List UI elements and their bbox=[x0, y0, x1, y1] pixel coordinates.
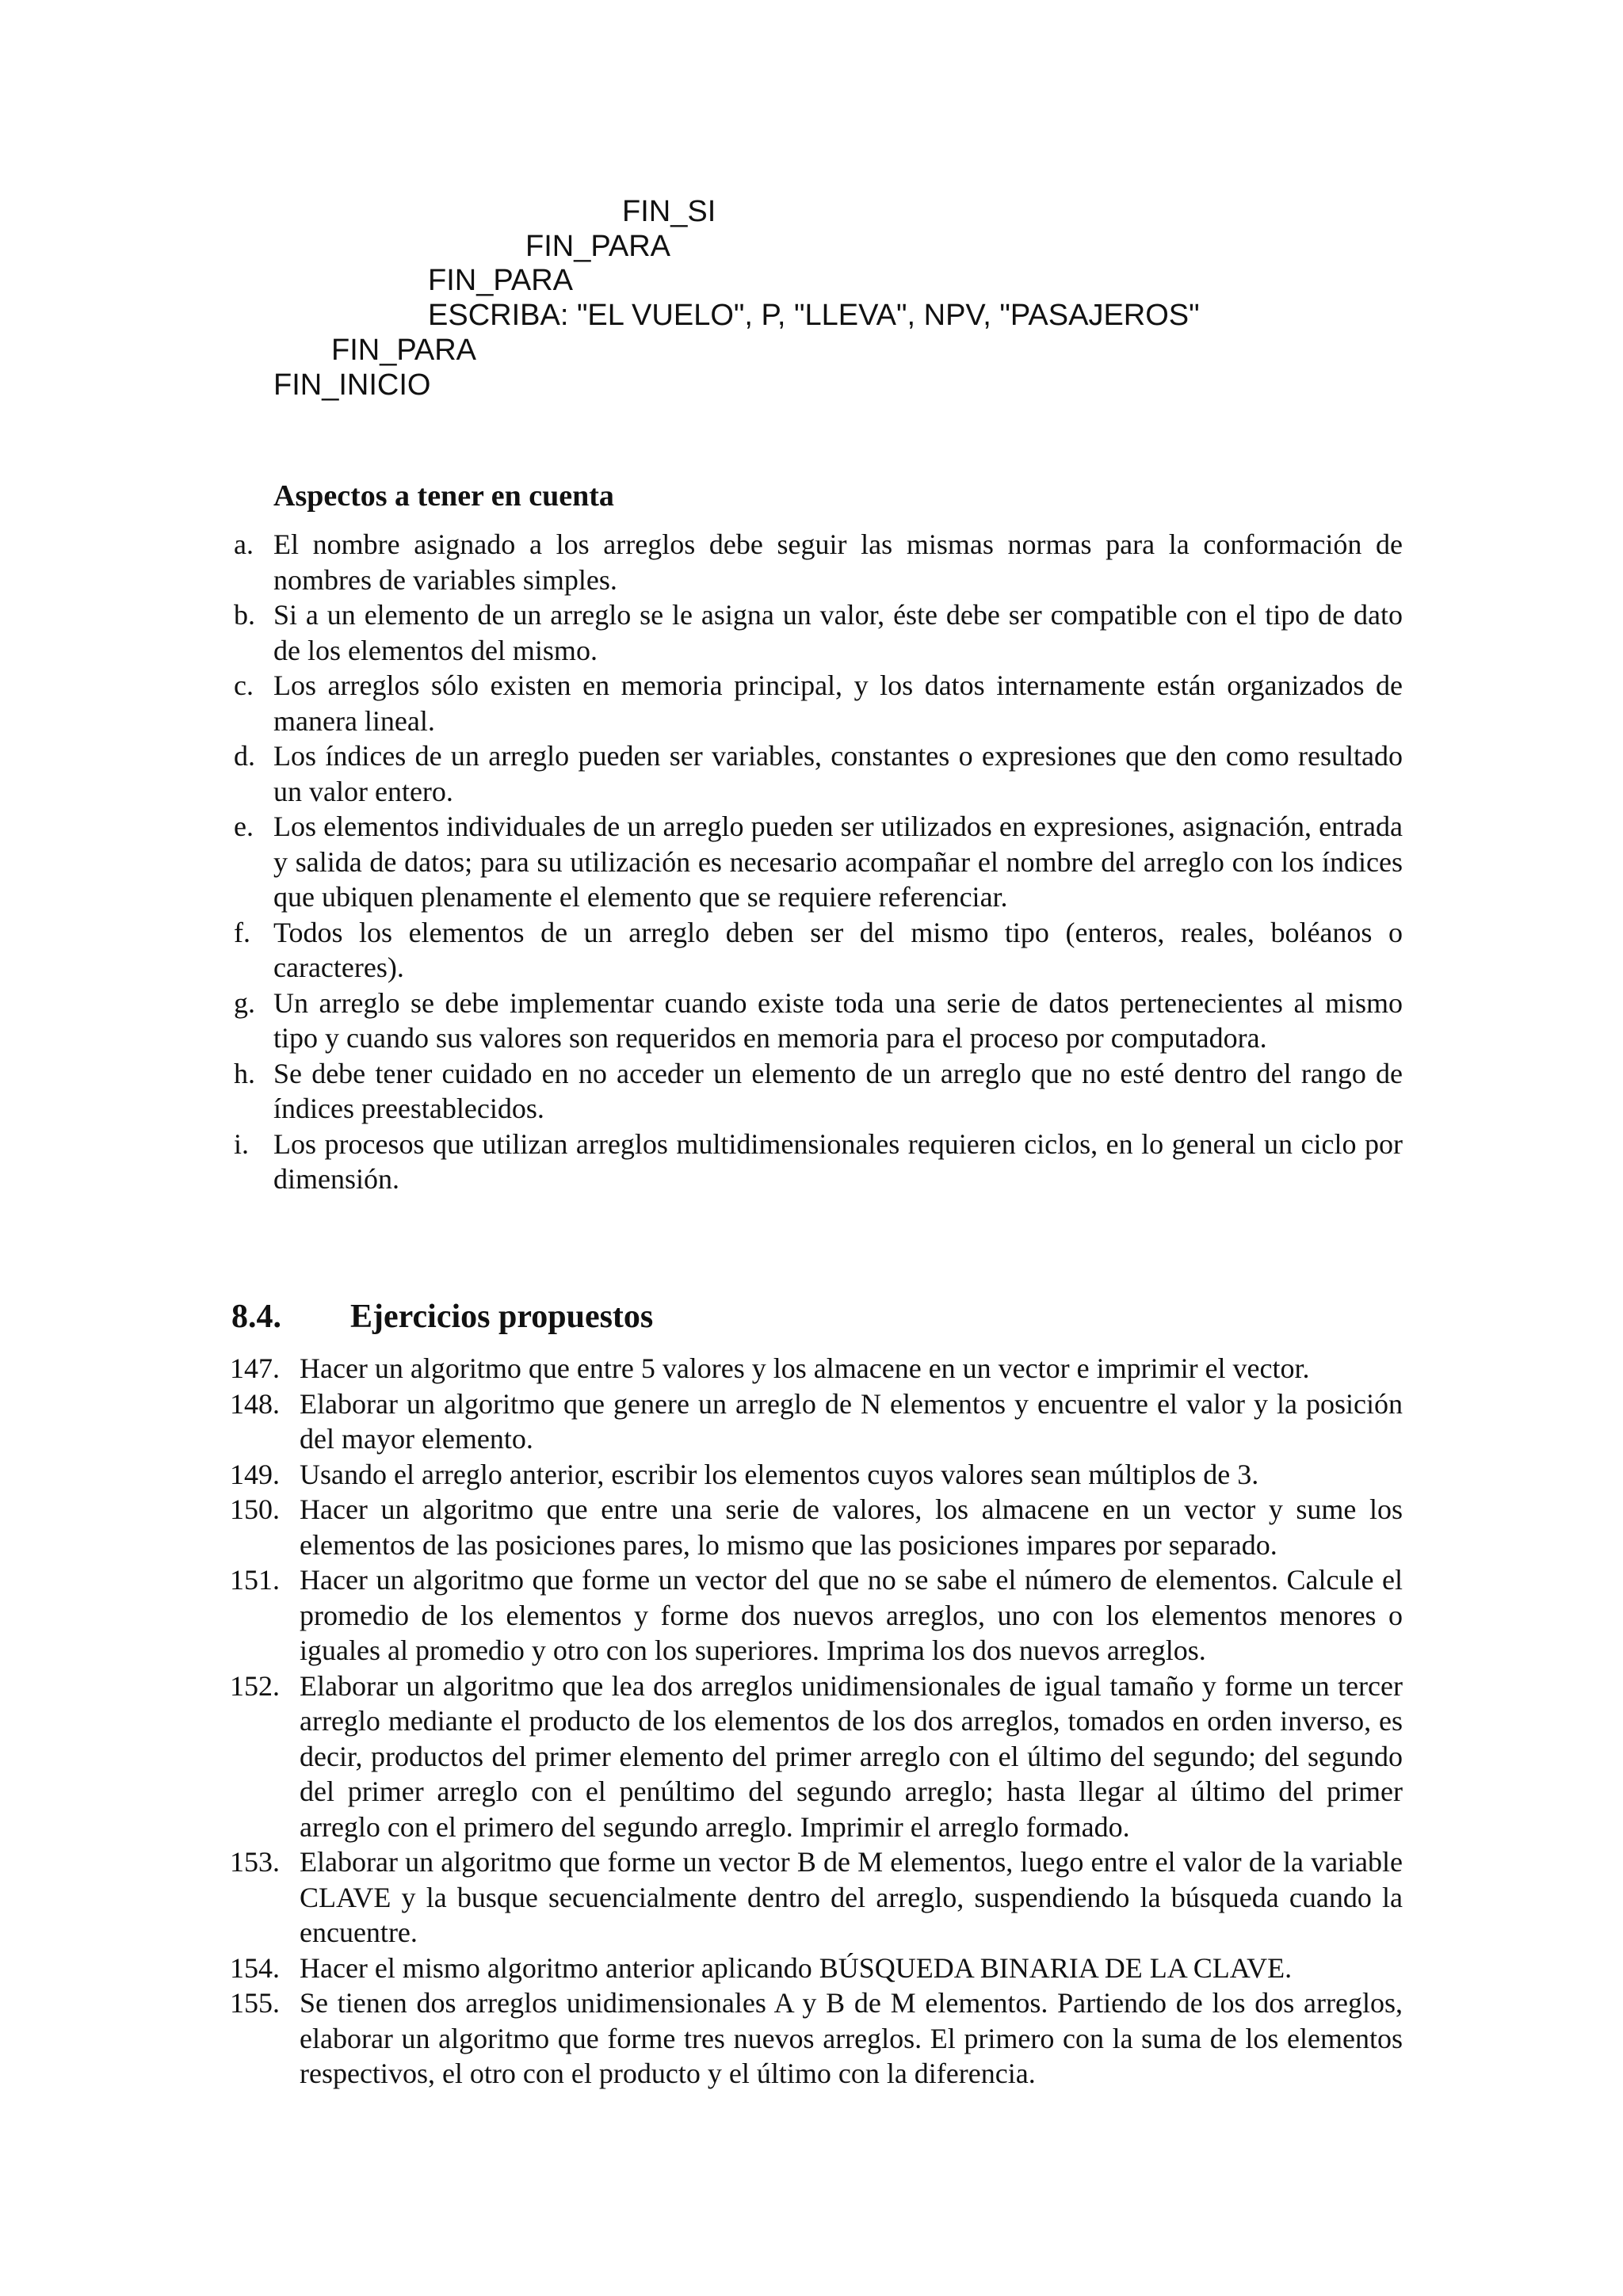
code-line: ESCRIBA: "EL VUELO", P, "LLEVA", NPV, "PASAJEROS" bbox=[428, 299, 1200, 332]
section-title-text: Ejercicios propuestos bbox=[350, 1299, 654, 1335]
list-marker: 152. bbox=[230, 1669, 280, 1702]
list-marker: 148. bbox=[230, 1387, 280, 1420]
list-item bbox=[230, 1351, 1403, 1386]
list-item bbox=[234, 1056, 1403, 1127]
list-item-text: El nombre asignado a los arreglos debe seguir las mismas normas para la conformación de nombres de variables simples. bbox=[273, 528, 1403, 596]
list-item bbox=[230, 1669, 1403, 1845]
list-item-text: Hacer un algoritmo que entre 5 valores y los almacene en un vector e imprimir el vector. bbox=[300, 1352, 1310, 1384]
list-item bbox=[234, 738, 1403, 809]
list-item-text: Elaborar un algoritmo que lea dos arreglos unidimensionales de igual tamaño y forme un tercer arreglo mediante el producto de los elementos de los dos arreglos, tomados en orden inverso, es decir, productos del primer elemento del primer arreglo con el último del segundo; del segundo del primer arreglo con el penúltimo del segundo arreglo; hasta llegar al último del primer arreglo con el primero del segundo arreglo. Imprimir el arreglo formado. bbox=[300, 1669, 1403, 1843]
list-item-text: Los procesos que utilizan arreglos multidimensionales requieren ciclos, en lo general un ciclo por dimensión. bbox=[273, 1127, 1403, 1195]
code-line: FIN_PARA bbox=[428, 264, 574, 297]
list-item bbox=[230, 1562, 1403, 1669]
list-marker: h. bbox=[234, 1057, 255, 1089]
list-item bbox=[230, 1492, 1403, 1562]
list-marker: 150. bbox=[230, 1493, 280, 1525]
list-item bbox=[234, 915, 1403, 986]
section-number: 8.4. bbox=[231, 1299, 281, 1335]
list-marker: c. bbox=[234, 669, 254, 701]
list-marker: e. bbox=[234, 810, 254, 842]
list-marker: b. bbox=[234, 599, 255, 631]
aspects-heading: Aspectos a tener en cuenta bbox=[273, 479, 614, 513]
list-item bbox=[230, 1386, 1403, 1457]
list-item-text: Los arreglos sólo existen en memoria principal, y los datos internamente están organizados de manera lineal. bbox=[273, 669, 1403, 737]
list-item bbox=[230, 1457, 1403, 1493]
list-item-text: Hacer el mismo algoritmo anterior aplicando BÚSQUEDA BINARIA DE LA CLAVE. bbox=[300, 1951, 1293, 1984]
exercises-list bbox=[230, 1351, 1403, 2092]
list-item-text: Se tienen dos arreglos unidimensionales A y B de M elementos. Partiendo de los dos arreglos, elaborar un algoritmo que forme tres nuevos arreglos. El primero con la suma de los elementos respectivos, el otro con el producto y el último con la diferencia. bbox=[300, 1987, 1403, 2089]
list-marker: 151. bbox=[230, 1564, 280, 1596]
list-item-text: Los índices de un arreglo pueden ser variables, constantes o expresiones que den como resultado un valor entero. bbox=[273, 740, 1403, 807]
list-marker: a. bbox=[234, 528, 254, 560]
list-item-text: Un arreglo se debe implementar cuando existe toda una serie de datos pertenecientes al mismo tipo y cuando sus valores son requeridos en memoria para el proceso por computadora. bbox=[273, 986, 1403, 1054]
list-marker: d. bbox=[234, 740, 255, 772]
list-item bbox=[230, 1951, 1403, 1986]
list-item-text: Elaborar un algoritmo que forme un vector B de M elementos, luego entre el valor de la variable CLAVE y la busque secuencialmente dentro del arreglo, suspendiendo la búsqueda cuando la encuentre. bbox=[300, 1846, 1403, 1948]
list-marker: g. bbox=[234, 986, 255, 1019]
list-item bbox=[234, 809, 1403, 915]
list-item bbox=[234, 597, 1403, 668]
list-marker: 155. bbox=[230, 1987, 280, 2019]
list-item-text: Todos los elementos de un arreglo deben ser del mismo tipo (enteros, reales, boléanos o caracteres). bbox=[273, 916, 1403, 983]
list-item-text: Usando el arreglo anterior, escribir los elementos cuyos valores sean múltiplos de 3. bbox=[300, 1458, 1259, 1490]
list-marker: f. bbox=[234, 916, 250, 948]
list-marker: 153. bbox=[230, 1846, 280, 1878]
list-marker: i. bbox=[234, 1127, 250, 1160]
list-marker: 149. bbox=[230, 1458, 280, 1490]
list-marker: 147. bbox=[230, 1352, 280, 1384]
list-marker: 154. bbox=[230, 1951, 280, 1984]
list-item bbox=[230, 1985, 1403, 2092]
list-item-text: Los elementos individuales de un arreglo pueden ser utilizados en expresiones, asignación, entrada y salida de datos; para su utilización es necesario acompañar el nombre del arreglo con los índices que ubiquen plenamente el elemento que se requiere referenciar. bbox=[273, 810, 1403, 913]
list-item bbox=[234, 668, 1403, 738]
aspects-list bbox=[234, 527, 1403, 1197]
list-item bbox=[234, 1127, 1403, 1197]
code-line: FIN_PARA bbox=[525, 230, 671, 263]
list-item-text: Si a un elemento de un arreglo se le asigna un valor, éste debe ser compatible con el tipo de dato de los elementos del mismo. bbox=[273, 599, 1403, 666]
list-item-text: Elaborar un algoritmo que genere un arreglo de N elementos y encuentre el valor y la posición del mayor elemento. bbox=[300, 1387, 1403, 1455]
code-line: FIN_SI bbox=[622, 195, 716, 228]
code-line: FIN_PARA bbox=[331, 334, 477, 367]
list-item bbox=[234, 527, 1403, 597]
section-title bbox=[231, 1298, 653, 1336]
code-line: FIN_INICIO bbox=[273, 368, 431, 402]
list-item-text: Hacer un algoritmo que forme un vector del que no se sabe el número de elementos. Calcule el promedio de los elementos y forme dos nuevos arreglos, uno con los elementos menores o iguales al promedio y otro con los superiores. Imprima los dos nuevos arreglos. bbox=[300, 1564, 1403, 1666]
list-item-text: Se debe tener cuidado en no acceder un elemento de un arreglo que no esté dentro del rango de índices preestablecidos. bbox=[273, 1057, 1403, 1124]
list-item bbox=[234, 986, 1403, 1056]
list-item-text: Hacer un algoritmo que entre una serie de valores, los almacene en un vector y sume los elementos de las posiciones pares, lo mismo que las posiciones impares por separado. bbox=[300, 1493, 1403, 1561]
list-item bbox=[230, 1844, 1403, 1951]
